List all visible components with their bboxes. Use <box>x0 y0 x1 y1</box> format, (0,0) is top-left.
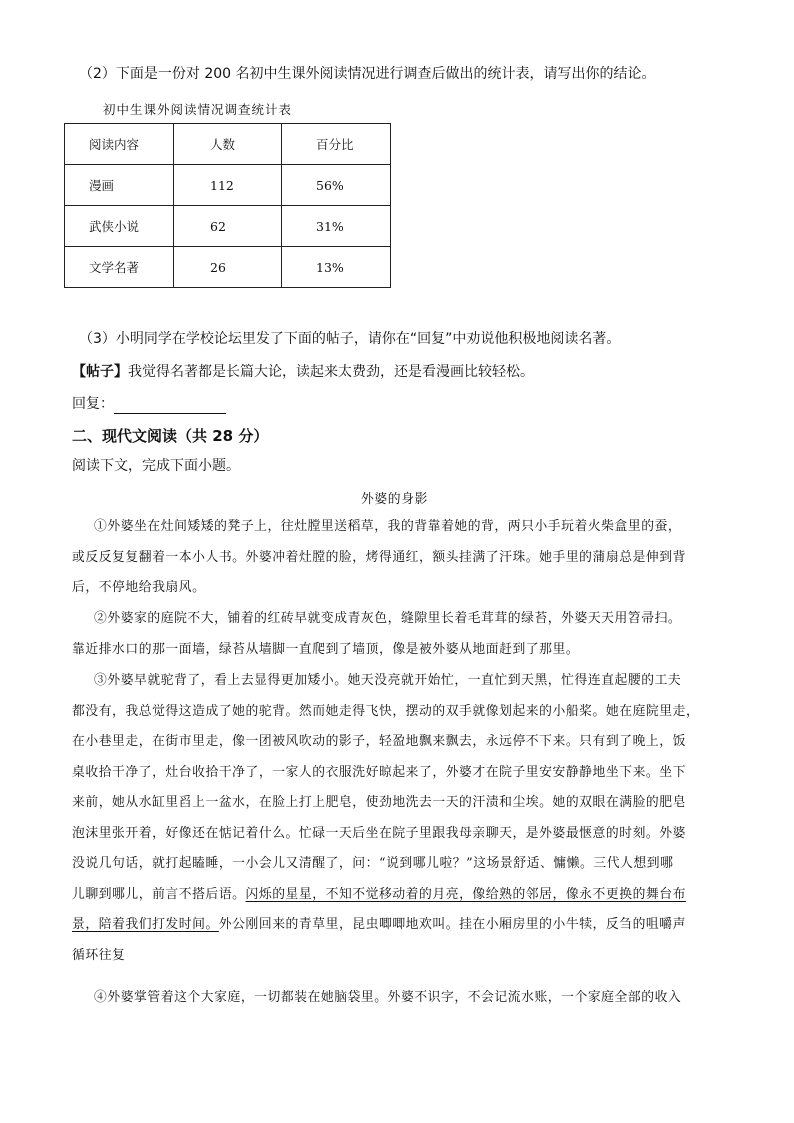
text-line: 没说几句话，就打起瞌睡，一小会儿又清醒了，问：“说到哪儿啦？”这场景舒适、慵懒。三代人想到哪 <box>72 856 674 871</box>
table-cell: 112 <box>174 165 282 206</box>
text-line: ①外婆坐在灶间矮矮的凳子上，往灶膛里送稻草，我的背靠着她的背，两只小手玩着火柴盒里的蚕， <box>94 519 682 534</box>
table-header-cell: 百分比 <box>282 124 391 165</box>
post-text: 我觉得名著都是长篇大论，读起来太费劲，还是看漫画比较轻松。 <box>128 364 534 380</box>
table-caption: 初中生课外阅读情况调查统计表 <box>103 102 293 117</box>
text-segment: 儿聊到哪儿，前言不搭后语。 <box>72 886 246 902</box>
table-row <box>65 165 391 206</box>
text-line: 或反反复复翻着一本小人书。外婆冲着灶膛的脸，烤得通红，额头挂满了汗珠。她手里的蒲扇总是伸到背 <box>72 549 686 565</box>
table-header-cell: 人数 <box>174 124 282 165</box>
forum-post <box>72 362 534 382</box>
text-line: 后，不停地给我扇风。 <box>72 580 206 595</box>
survey-table <box>64 123 391 288</box>
text-line: ④外婆掌管着这个大家庭，一切都装在她脑袋里。外婆不识字，不会记流水账，一个家庭全部的收入 <box>94 990 682 1005</box>
text-line: ②外婆家的庭院不大，铺着的红砖早就变成青灰色，缝隙里长着毛茸茸的绿苔，外婆天天用笤帚扫。 <box>94 611 682 626</box>
text-line: 循环往复 <box>72 947 126 963</box>
paragraph-3 <box>72 666 727 971</box>
post-label: 【帖子】 <box>72 364 128 380</box>
section-heading: 二、现代文阅读（共 28 分） <box>72 427 269 445</box>
table-cell: 文学名著 <box>65 247 174 288</box>
table-cell: 62 <box>174 206 282 247</box>
text-line <box>72 880 727 911</box>
text-line: 靠近排水口的那一面墙，绿苔从墙脚一直爬到了墙顶，像是被外婆从地面赶到了那里。 <box>72 641 580 657</box>
table-cell: 13% <box>282 247 391 288</box>
text-line: ③外婆早就驼背了，看上去显得更加矮小。她天没亮就开始忙，一直忙到天黑，忙得连直起腰的工夫 <box>94 673 682 688</box>
text-line <box>72 910 727 941</box>
reply-line <box>72 394 226 414</box>
underlined-sentence: 景，陪着我们打发时间。 <box>72 917 219 932</box>
text-line: 在小巷里走，在街市里走，像一团被风吹动的影子，轻盈地飘来飘去，永远停不下来。只有到了晚上，饭 <box>72 734 686 749</box>
paragraph-2 <box>72 604 727 665</box>
text-line: 桌收拾干净了，灶台收拾干净了，一家人的衣服洗好晾起来了，外婆才在院子里安安静静地坐下来。坐下 <box>72 764 686 780</box>
paragraph-1 <box>72 512 727 604</box>
question-3-text: （3）小明同学在学校论坛里发了下面的帖子，请你在“回复”中劝说他积极地阅读名著。 <box>79 331 621 347</box>
table-cell: 武侠小说 <box>65 206 174 247</box>
paragraph-4 <box>72 983 727 1014</box>
table-row <box>65 247 391 288</box>
table-cell: 31% <box>282 206 391 247</box>
table-header-cell: 阅读内容 <box>65 124 174 165</box>
reply-label: 回复： <box>72 396 114 412</box>
table-row <box>65 206 391 247</box>
reply-answer-blank[interactable] <box>114 399 226 414</box>
underlined-sentence: 闪烁的星星，不知不觉移动着的月亮，像给熟的邻居，像永不更换的舞台布 <box>245 886 686 902</box>
table-cell: 56% <box>282 165 391 206</box>
article-title: 外婆的身影 <box>361 492 428 507</box>
text-line: 都没有，我总觉得这造成了她的驼背。然而她走得飞快，摆动的双手就像划起来的小船桨。她在庭院里走， <box>72 703 700 719</box>
text-line: 来前，她从水缸里舀上一盆水，在脸上打上肥皂，使劲地洗去一天的汗渍和尘埃。她的双眼在满脸的肥皂 <box>72 795 686 810</box>
section-instruction: 阅读下文，完成下面小题。 <box>72 458 240 474</box>
text-line: 泡沫里张开着，好像还在惦记着什么。忙碌一天后坐在院子里跟我母亲聊天，是外婆最惬意的时刻。外婆 <box>72 825 686 841</box>
question-2-text: （2）下面是一份对 200 名初中生课外阅读情况进行调查后做出的统计表，请写出你的结论。 <box>79 66 656 82</box>
table-cell: 26 <box>174 247 282 288</box>
table-header-row <box>65 124 391 165</box>
text-segment: 外公刚回来的青草里，昆虫唧唧地欢叫。挂在小厢房里的小牛犊，反刍的咀嚼声 <box>218 917 686 932</box>
table-cell: 漫画 <box>65 165 174 206</box>
